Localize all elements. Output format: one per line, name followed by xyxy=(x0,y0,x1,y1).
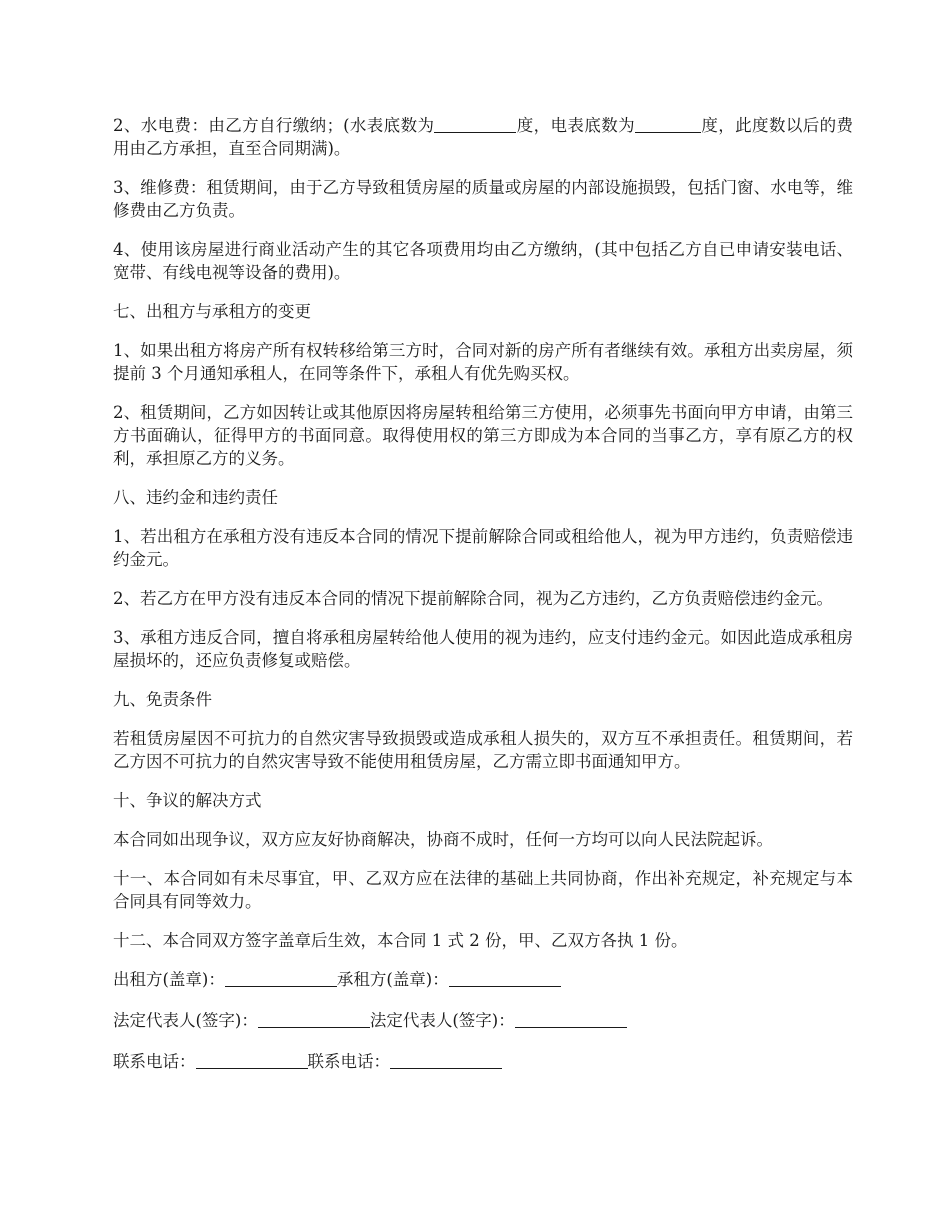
contract-page xyxy=(113,114,853,1091)
dispute-text: 本合同如出现争议，双方应友好协商解决，协商不成时，任何一方均可以向人民法院起诉。 xyxy=(113,830,773,849)
rep-sign-label-2: 法定代表人(签字)： xyxy=(369,1011,515,1030)
phone-row xyxy=(113,1050,853,1073)
lessor-seal-label: 出租方(盖章)： xyxy=(113,970,225,989)
effect-text: 十二、本合同双方签字盖章后生效，本合同 1 式 2 份，甲、乙双方各执 1 份。 xyxy=(113,931,688,950)
breach-item-2: 2、若乙方在甲方没有违反本合同的情况下提前解除合同，视为乙方违约，乙方负责赔偿违约金元。 xyxy=(113,589,833,608)
utilities-item-4: 4、使用该房屋进行商业活动产生的其它各项费用均由乙方缴纳，(其中包括乙方自已申请安装电话、宽带、有线电视等设备的费用)。 xyxy=(113,240,853,282)
utilities-item-2 xyxy=(113,114,853,160)
change-item-1: 1、如果出租方将房产所有权转移给第三方时，合同对新的房产所有者继续有效。承租方出卖房屋，须提前 3 个月通知承租人，在同等条件下，承租人有优先购买权。 xyxy=(113,341,853,383)
lessor-seal-blank xyxy=(225,968,337,987)
utilities-item-2-part-a: 2、水电费：由乙方自行缴纳；(水表底数为 xyxy=(113,116,435,135)
lessee-seal-blank xyxy=(449,968,561,987)
phone-label-2: 联系电话： xyxy=(307,1052,390,1071)
rep-sign-blank-2 xyxy=(515,1009,627,1028)
breach-item-3: 3、承租方违反合同，擅自将承租房屋转给他人使用的视为违约，应支付违约金元。如因此造成承租房屋损坏的，还应负责修复或赔偿。 xyxy=(113,628,853,670)
supplement-text: 十一、本合同如有未尽事宜，甲、乙双方应在法律的基础上共同协商，作出补充规定，补充规定与本合同具有同等效力。 xyxy=(113,869,853,911)
rep-sign-blank-1 xyxy=(258,1009,370,1028)
electric-meter-blank xyxy=(635,114,701,133)
rep-sign-label-1: 法定代表人(签字)： xyxy=(113,1011,258,1030)
lessee-seal-label: 承租方(盖章)： xyxy=(336,970,449,989)
change-heading: 七、出租方与承租方的变更 xyxy=(113,302,311,321)
phone-blank-1 xyxy=(196,1050,308,1069)
change-item-2: 2、租赁期间，乙方如因转让或其他原因将房屋转租给第三方使用，必须事先书面向甲方申请，由第三方书面确认，征得甲方的书面同意。取得使用权的第三方即成为本合同的当事乙方，享有原乙方的权利，承担原乙方的义务。 xyxy=(113,403,853,468)
representative-signature-row xyxy=(113,1009,853,1032)
utilities-item-2-part-c: 度，此度数以后的费用由乙方承担，直至合同期满)。 xyxy=(113,116,853,158)
breach-heading: 八、违约金和违约责任 xyxy=(113,488,278,507)
utilities-item-3: 3、维修费：租赁期间，由于乙方导致租赁房屋的质量或房屋的内部设施损毁，包括门窗、水电等，维修费由乙方负责。 xyxy=(113,178,853,220)
seal-signature-row xyxy=(113,968,853,991)
dispute-heading: 十、争议的解决方式 xyxy=(113,791,262,810)
water-meter-blank xyxy=(434,114,516,133)
exemption-text: 若租赁房屋因不可抗力的自然灾害导致损毁或造成承租人损失的，双方互不承担责任。租赁期间，若乙方因不可抗力的自然灾害导致不能使用租赁房屋，乙方需立即书面通知甲方。 xyxy=(113,729,853,771)
phone-blank-2 xyxy=(390,1050,502,1069)
utilities-item-2-part-b: 度，电表底数为 xyxy=(516,116,635,135)
breach-item-1: 1、若出租方在承租方没有违反本合同的情况下提前解除合同或租给他人，视为甲方违约，负责赔偿违约金元。 xyxy=(113,527,853,569)
exemption-heading: 九、免责条件 xyxy=(113,690,212,709)
phone-label-1: 联系电话： xyxy=(113,1052,196,1071)
